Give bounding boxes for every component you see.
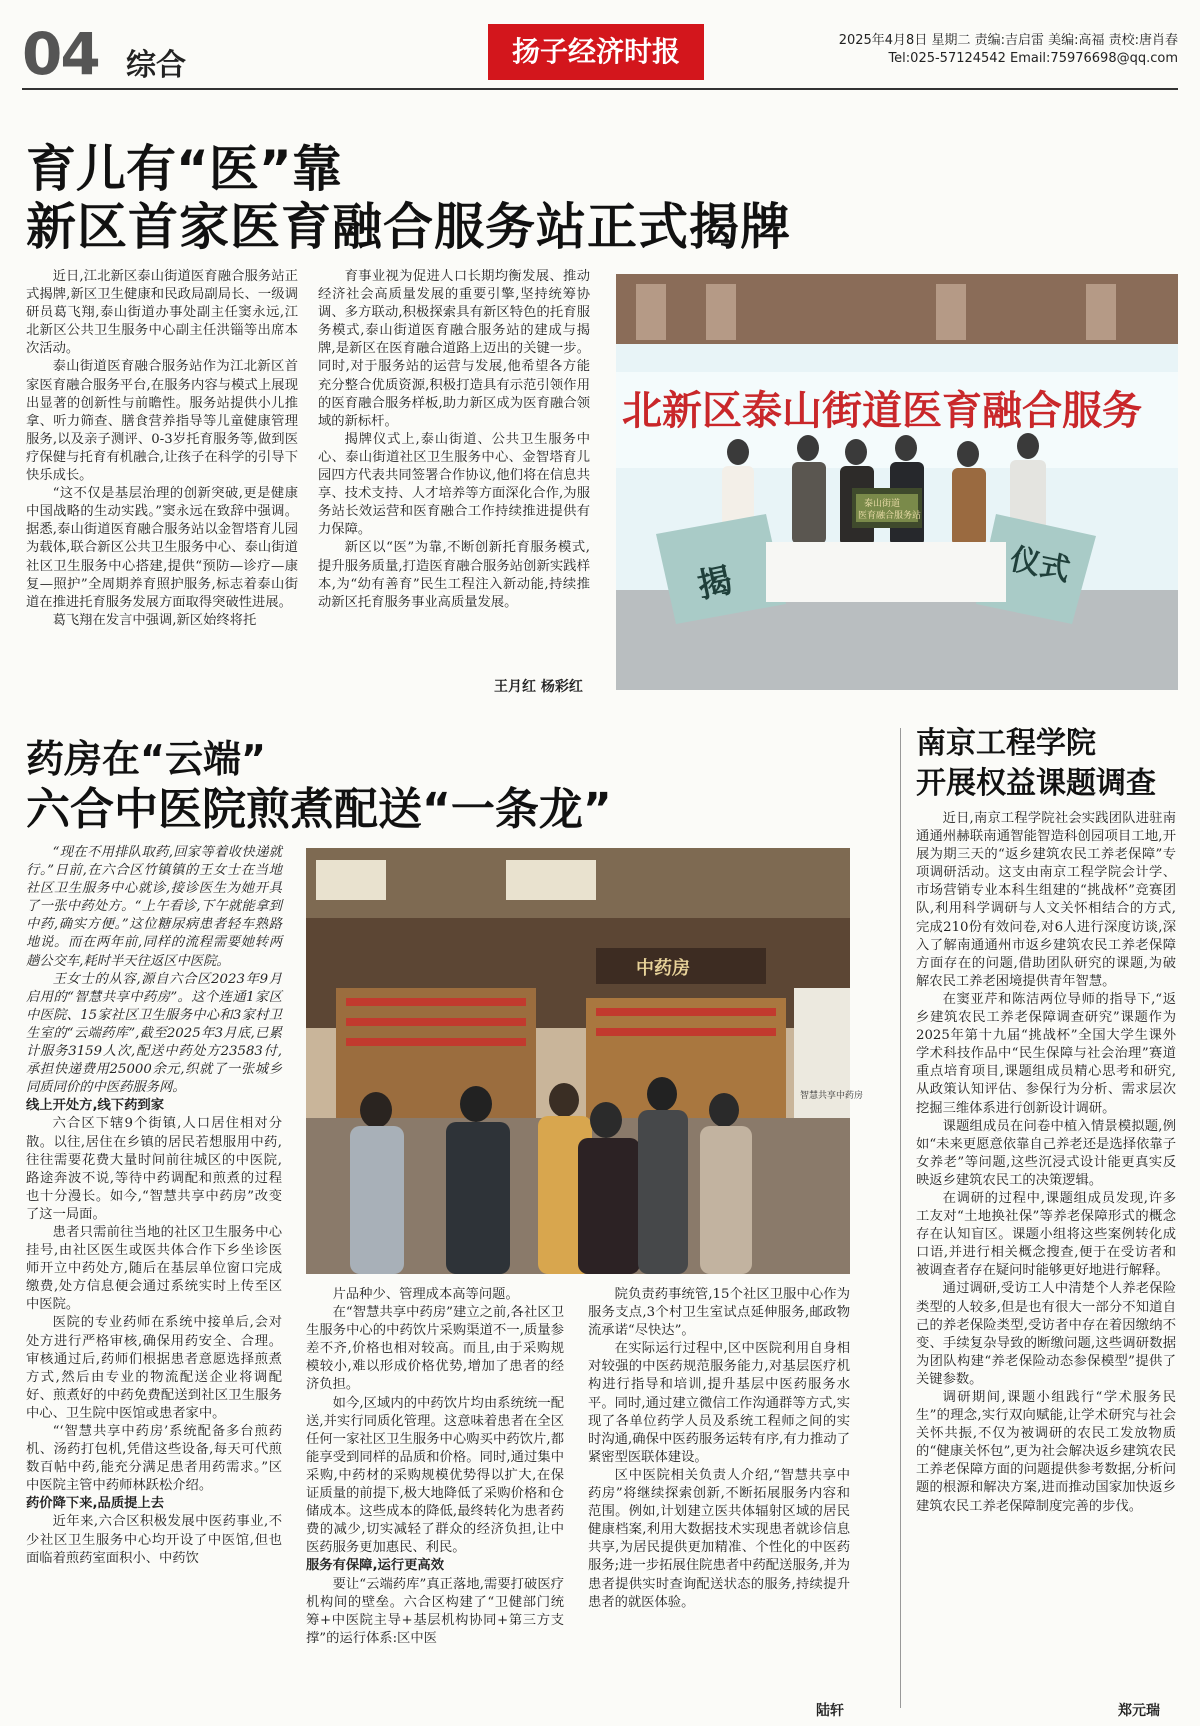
story1-para: 育事业视为促进人口长期均衡发展、推动经济社会高质量发展的重要引擎,坚持统筹协调、多方联动,积极探索具有新区特色的托育服务模式,泰山街道医育融合服务站的建成与揭牌,是新区在医育融合道路上迈出的关键一步。同时,对于服务站的运营与发展,他希望各方能充分整合优质资源,积极打造具有示范引领作用的医育融合服务样板,助力新区成为医育融合领域的新标杆。	[318, 269, 590, 429]
plaque-text-1: 泰山街道	[864, 499, 901, 509]
masthead	[22, 20, 1178, 88]
story2-para: 王女士的从容,源自六合区2023年9月启用的“智慧共享中药房”。这个连通1家区中医院、15家社区卫生服务中心和3家村卫生室的“云端药库”,截至2025年3月底,已累计服务3159人次,配送中药处方23583付,承担快递费用25000余元,织就了一张城乡同质同价的中医药服务网。	[26, 971, 282, 1096]
column-divider	[900, 728, 901, 1708]
story3-byline: 郑元瑞	[1118, 1703, 1160, 1719]
issue-info	[839, 32, 1178, 68]
page-number: 04	[22, 20, 99, 88]
story2-para: 片品种少、管理成本高等问题。	[332, 1287, 519, 1302]
newspaper-logo: 扬子经济时报	[488, 24, 704, 80]
story2-para: 要让“云端药库”真正落地,需要打破医疗机构间的壁垒。六合区构建了“卫健部门统筹+中医院主导+基层机构协同+第三方支撑”的运行体系:区中医	[306, 1576, 564, 1646]
story2-para: 如今,区域内的中药饮片均由系统统一配送,并实行同质化管理。这意味着患者在全区任何一家社区卫生服务中心购买中药饮片,都能享受到同样的品质和价格。同时,通过集中采购,中药材的采购规模优势得以扩大,在保证质量的前提下,极大地降低了采购价格和仓储成本。这些成本的降低,最终转化为患者药费的减少,切实减轻了群众的经济负担,让中医药服务更加惠民、利民。	[306, 1395, 564, 1556]
story3-para: 调研期间,课题小组践行“学术服务民生”的理念,实行双向赋能,让学术研究与社会关怀共振,不仅为被调研的农民工发放物质的“健康关怀包”,更为社会解决返乡建筑农民工养老保障方面的问题提供参考数据,分析问题的根源和解决方案,进而推动国家加快返乡建筑农民工养老保障制度完善的步伐。	[916, 1390, 1176, 1514]
story3-para: 在调研的过程中,课题组成员发现,许多工友对“土地换社保”等养老保障形式的概念存在认知盲区。课题小组将这些案例转化成口语,并进行相关概念搜查,便于在受访者和被调查者存在疑问时能够更好地进行解释。	[916, 1190, 1176, 1279]
story3-headline-line2: 开展权益课题调查	[916, 766, 1156, 801]
story2-column-3	[588, 1286, 850, 1706]
story2-para: 区中医院相关负责人介绍,“智慧共享中药房”将继续探索创新,不断拓展服务内容和范围。例如,计划建立医共体辐射区域的居民健康档案,利用大数据技术实现患者就诊信息共享,为居民提供更加精准、个性化的中医药服务;进一步拓展住院患者中药配送服务,并为患者提供实时查询配送状态的服务,持续提升患者的就医体验。	[588, 1467, 850, 1610]
story2-para: “现在不用排队取药,回家等着收快递就行。”日前,在六合区竹镇镇的王女士在当地社区卫生服务中心就诊,接诊医生为她开具了一张中药处方。“上午看诊,下午就能拿到中药,确实方便。”这位糖尿病患者轻车熟路地说。而在两年前,同样的流程需要她转两趟公交车,耗时半天往返区中医院。	[26, 845, 282, 969]
section-name: 综合	[126, 48, 186, 83]
story2-para: 六合区下辖9个街镇,人口居住相对分散。以往,居住在乡镇的居民若想服用中药,往往需要花费大量时间前往城区的中医院,路途奔波不说,等待中药调配和煎煮的过程也十分漫长。如今,“智慧共享中药房”改变了这一局面。	[26, 1116, 282, 1222]
story1-para: 揭牌仪式上,泰山街道、公共卫生服务中心、泰山街道社区卫生服务中心、金智塔育儿园四方代表共同签署合作协议,他们将在信息共享、技术支持、人才培养等方面深化合作,为服务站长效运营和医育融合工作持续推进提供有力保障。	[318, 431, 590, 538]
story2-byline: 陆轩	[816, 1703, 844, 1719]
story2-subhead: 服务有保障,运行更高效	[306, 1558, 445, 1574]
story1-para: 近日,江北新区泰山街道医育融合服务站正式揭牌,新区卫生健康和民政局副局长、一级调研员葛飞翔,泰山街道办事处副主任窦永远,江北新区公共卫生服务中心副主任洪锱等出席本次活动。	[26, 269, 298, 357]
issue-contact: Tel:025-57124542 Email:75976698@qq.com	[888, 51, 1178, 66]
story1-para: 葛飞翔在发言中强调,新区始终将托	[52, 612, 257, 628]
unveil-box-right-text: 仪式	[1006, 541, 1073, 589]
issue-date-editors: 2025年4月8日 星期二 责编:吉启雷 美编:高福 责校:唐肖春	[838, 33, 1178, 48]
story2-column-1	[26, 844, 282, 1706]
story2-para: “‘智慧共享中药房’系统配备多台煎药机、汤药打包机,凭借这些设备,每天可代煎数百帖中药,能充分满足患者用药需求。”区中医院主管中药师林跃松介绍。	[26, 1424, 282, 1494]
story2-para: 在实际运行过程中,区中医院利用自身相对较强的中医药规范服务能力,对基层医疗机构进行指导和培训,提升基层中医药服务水平。同时,通过建立微信工作沟通群等方式,实现了各单位药学人员及系统工程师之间的实时沟通,确保中医药服务运转有序,有力推动了紧密型医联体建设。	[588, 1341, 850, 1465]
story2-para: 院负责药事统管,15个社区卫服中心作为服务支点,3个村卫生室试点延伸服务,邮政物流承诺“尽快达”。	[588, 1287, 850, 1339]
story2-headline-line2: 六合中医院煎煮配送“一条龙”	[26, 784, 612, 835]
story2-headline-line1: 药房在“云端”	[26, 737, 266, 781]
story1-column-1	[26, 268, 298, 688]
pharmacy-photo	[306, 848, 864, 1274]
story3-column	[916, 810, 1176, 1702]
story2-subhead: 线上开处方,线下药到家	[26, 1098, 165, 1114]
story2-para: 近年来,六合区积极发展中医药事业,不少社区卫生服务中心均开设了中医馆,但也面临着煎药室面积小、中药饮	[26, 1514, 282, 1566]
plaque-text-2: 医育融合服务站	[858, 511, 922, 521]
story3-para: 通过调研,受访工人中清楚个人养老保险类型的人较多,但是也有很大一部分不知道自己的养老保险类型,受访者中存在着因缴纳不变、手续复杂导致的断缴问题,这些调研数据为团队构建“养老保险动态参保模型”提供了关键参数。	[916, 1281, 1176, 1387]
pharmacy-sign-text: 中药房	[636, 958, 690, 979]
story2-column-2	[306, 1286, 564, 1706]
story3-para: 在窦亚芹和陈洁两位导师的指导下,“返乡建筑农民工养老保障调查研究”课题作为2025年第十九届“挑战杯”全国大学生课外学术科技作品中“民生保障与社会治理”赛道重点培育项目,课题组成员精心思考和研究,从政策认知评估、参保行为分析、需求层次挖掘三维体系进行创新设计调研。	[916, 991, 1176, 1116]
ceremony-photo-drawing	[616, 274, 1178, 690]
story2-para: 患者只需前往当地的社区卫生服务中心挂号,由社区医生或医共体合作下乡坐诊医师开立中药处方,随后在基层单位窗口完成缴费,处方信息便会通过系统实时上传至区中医院。	[26, 1224, 282, 1313]
story1-para: “这不仅是基层治理的创新突破,更是健康中国战略的生动实践。”窦永远在致辞中强调。据悉,泰山街道医育融合服务站以金智塔育儿园为载体,联合新区公共卫生服务中心、泰山街道社区卫生服务中心搭建,提供“预防—诊疗—康复—照护”全周期养育照护服务,标志着泰山街道在推进托育服务发展方面取得突破性进展。	[26, 486, 298, 610]
story3-para: 近日,南京工程学院社会实践团队进驻南通通州赫联南通智能智造科创园项目工地,开展为期三天的“返乡建筑农民工养老保障”专项调研活动。这支由南京工程学院会计学、市场营销专业本科生组建的“挑战杯”竞赛团队,利用科学调研与人文关怀相结合的方式,完成210份有效问卷,对6人进行深度访谈,深入了解南通通州市返乡建筑农民工养老保障方面存在的问题,借助团队研究的课题,为破解农民工养老困境提供青年智慧。	[916, 811, 1176, 989]
masthead-rule	[22, 88, 1178, 90]
story2-subhead: 药价降下来,品质提上去	[26, 1496, 165, 1512]
ceremony-photo	[616, 274, 1178, 690]
pharmacy-photo-drawing	[306, 848, 864, 1274]
story1-para: 新区以“医”为靠,不断创新托育服务模式,提升服务质量,打造医育融合服务站创新实践样本,为“幼有善育”民生工程注入新动能,持续推动新区托育服务事业高质量发展。	[318, 540, 590, 610]
pharmacy-side-sign: 智慧共享中药房	[800, 1091, 864, 1101]
story1-column-2	[318, 268, 590, 672]
story1-headline-line2: 新区首家医育融合服务站正式揭牌	[26, 198, 791, 256]
story1-para: 泰山街道医育融合服务站作为江北新区首家医育融合服务平台,在服务内容与模式上展现出显著的创新性与前瞻性。服务站提供小儿推拿、听力筛查、膳食营养指导等儿童健康管理服务,以及亲子测评、0-3岁托育服务等,做到医疗保健与托育有机融合,让孩子在科学的引导下快乐成长。	[26, 359, 298, 484]
story3-para: 课题组成员在问卷中植入情景模拟题,例如“未来更愿意依靠自己养老还是选择依靠子女养老”等问题,这些沉浸式设计能更真实反映返乡建筑农民工的决策逻辑。	[916, 1118, 1176, 1188]
story1-headline-line1: 育儿有“医”靠	[26, 140, 342, 198]
unveil-box-left-text: 揭	[694, 560, 736, 607]
story2-para: 医院的专业药师在系统中接单后,会对处方进行严格审核,确保用药安全、合理。审核通过后,药师们根据患者意愿选择煎煮方式,然后由专业的物流配送企业将调配好、煎煮好的中药免费配送到社区卫生服务中心、卫生院中医馆或患者家中。	[26, 1315, 282, 1421]
story2-para: 在“智慧共享中药房”建立之前,各社区卫生服务中心的中药饮片采购渠道不一,质量参差不齐,价格也相对较高。而且,由于采购规模较小,难以形成价格优势,增加了患者的经济负担。	[306, 1305, 564, 1393]
story3-headline-line1: 南京工程学院	[916, 726, 1096, 761]
story1-byline: 王月红 杨彩红	[494, 679, 583, 695]
ceremony-banner-text: 北新区泰山街道医育融合服务	[622, 388, 1142, 434]
